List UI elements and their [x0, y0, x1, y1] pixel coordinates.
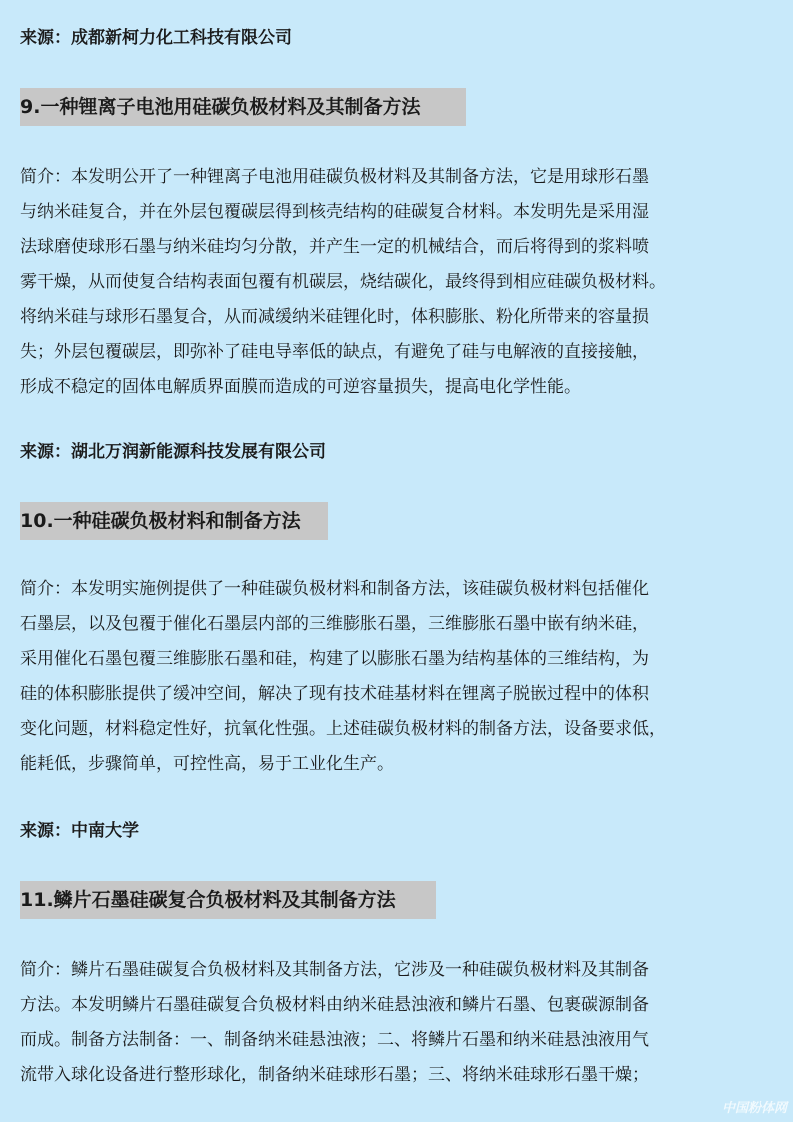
paragraph-line: 雾干燥，从而使复合结构表面包覆有机碳层，烧结碳化，最终得到相应硅碳负极材料。 — [20, 272, 666, 292]
source-line: 来源：中南大学 — [20, 821, 139, 841]
paragraph-line: 采用催化石墨包覆三维膨胀石墨和硅，构建了以膨胀石墨为结构基体的三维结构，为 — [20, 649, 649, 669]
paragraph-line: 简介：鳞片石墨硅碳复合负极材料及其制备方法，它涉及一种硅碳负极材料及其制备 — [20, 960, 649, 980]
paragraph-line: 形成不稳定的固体电解质界面膜而造成的可逆容量损失，提高电化学性能。 — [20, 377, 581, 397]
watermark-logo: 中国粉体网 — [721, 1101, 787, 1116]
paragraph-line: 法球磨使球形石墨与纳米硅均匀分散，并产生一定的机械结合，而后将得到的浆料喷 — [20, 237, 649, 257]
item-heading: 9.一种锂离子电池用硅碳负极材料及其制备方法 — [20, 88, 466, 126]
paragraph-line: 石墨层，以及包覆于催化石墨层内部的三维膨胀石墨，三维膨胀石墨中嵌有纳米硅， — [20, 614, 649, 634]
paragraph-line: 简介：本发明公开了一种锂离子电池用硅碳负极材料及其制备方法，它是用球形石墨 — [20, 167, 649, 187]
paragraph-line: 能耗低，步骤简单，可控性高，易于工业化生产。 — [20, 754, 394, 774]
intro-paragraph — [20, 953, 788, 1093]
paragraph-line: 方法。本发明鳞片石墨硅碳复合负极材料由纳米硅悬浊液和鳞片石墨、包裹碳源制备 — [20, 995, 649, 1015]
source-line: 来源：湖北万润新能源科技发展有限公司 — [20, 442, 326, 462]
intro-paragraph — [20, 572, 788, 782]
item-heading: 10.一种硅碳负极材料和制备方法 — [20, 502, 328, 540]
paragraph-line: 与纳米硅复合，并在外层包覆碳层得到核壳结构的硅碳复合材料。本发明先是采用湿 — [20, 202, 649, 222]
paragraph-line: 失；外层包覆碳层，即弥补了硅电导率低的缺点，有避免了硅与电解液的直接接触， — [20, 342, 649, 362]
item-heading: 11.鳞片石墨硅碳复合负极材料及其制备方法 — [20, 881, 436, 919]
paragraph-line: 流带入球化设备进行整形球化，制备纳米硅球形石墨；三、将纳米硅球形石墨干燥； — [20, 1065, 649, 1085]
paragraph-line: 变化问题，材料稳定性好，抗氧化性强。上述硅碳负极材料的制备方法，设备要求低， — [20, 719, 666, 739]
intro-paragraph — [20, 160, 788, 405]
paragraph-line: 硅的体积膨胀提供了缓冲空间，解决了现有技术硅基材料在锂离子脱嵌过程中的体积 — [20, 684, 649, 704]
paragraph-line: 将纳米硅与球形石墨复合，从而减缓纳米硅锂化时，体积膨胀、粉化所带来的容量损 — [20, 307, 649, 327]
paragraph-line: 简介：本发明实施例提供了一种硅碳负极材料和制备方法，该硅碳负极材料包括催化 — [20, 579, 649, 599]
paragraph-line: 而成。制备方法制备：一、制备纳米硅悬浊液；二、将鳞片石墨和纳米硅悬浊液用气 — [20, 1030, 649, 1050]
source-line: 来源：成都新柯力化工科技有限公司 — [20, 28, 292, 48]
